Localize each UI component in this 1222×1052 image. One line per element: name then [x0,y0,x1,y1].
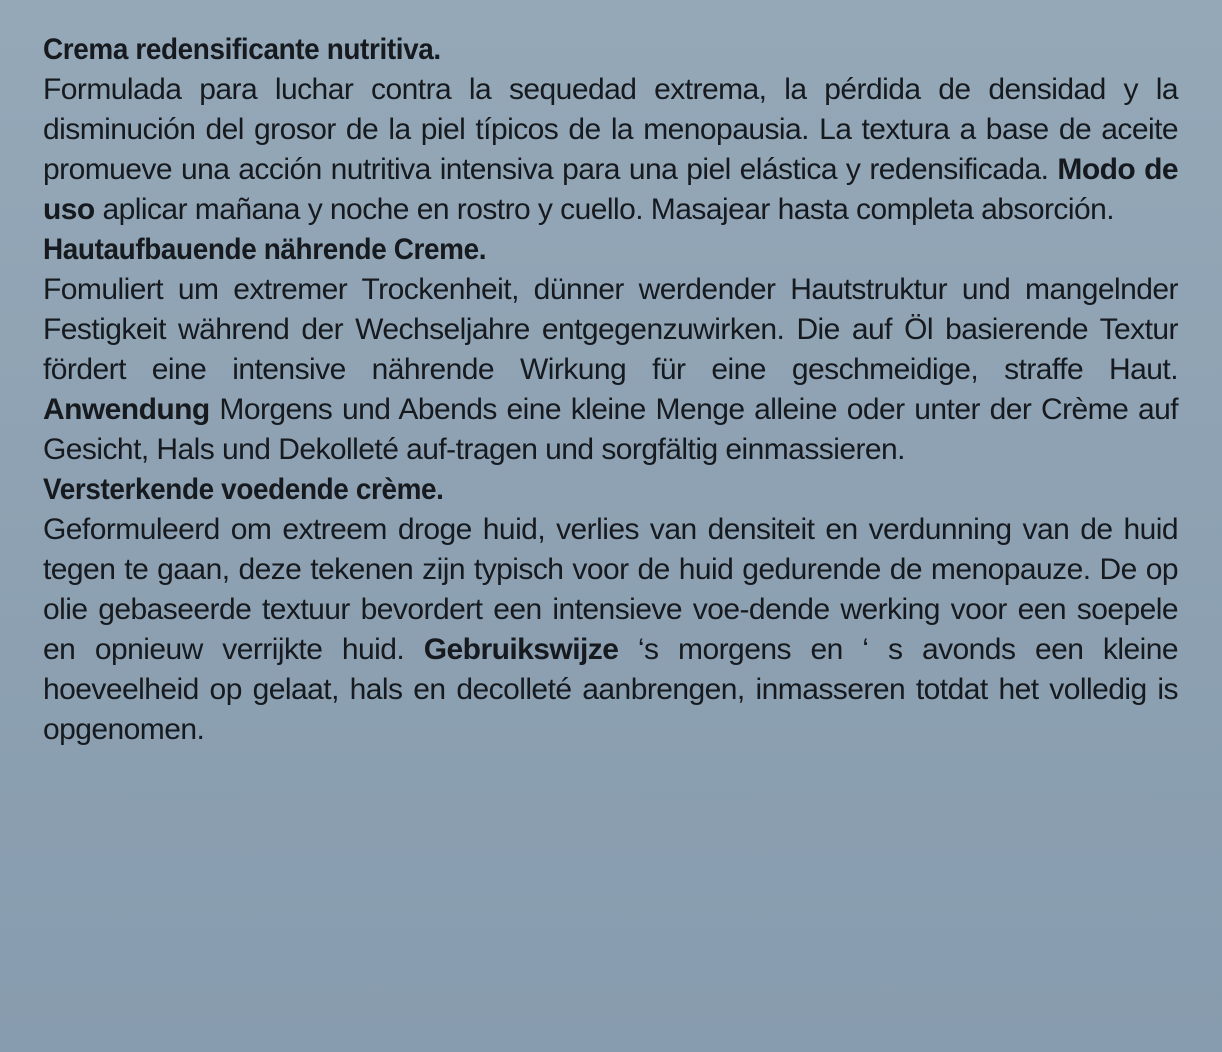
dutch-usage-text: ‘s morgens en ‘ s avonds een kleine hoeveelheid op gelaat, hals en decolleté aanbrengen, inmasseren totdat het volledig is opgenomen. [43,633,1178,746]
german-title: Hautaufbauende nährende Creme. [43,233,487,266]
dutch-description [43,510,1178,750]
german-section [43,230,1178,470]
spanish-section [43,30,1178,230]
dutch-title: Versterkende voedende crème. [43,473,444,506]
german-description [43,270,1178,470]
spanish-usage-label: Modo de uso [43,153,1178,226]
spanish-title: Crema redensificante nutritiva. [43,33,441,66]
german-usage-label: Anwendung [43,393,210,426]
dutch-usage-label: Gebruikswijze [423,633,619,666]
spanish-description [43,70,1178,230]
spanish-usage-text: aplicar mañana y noche en rostro y cuello. Masajear hasta completa absorción. [102,193,1115,226]
german-usage-text: Morgens und Abends eine kleine Menge alleine oder unter der Crème auf Gesicht, Hals und Dekolleté auf-tragen und sorgfältig einmassieren. [43,393,1178,466]
german-description-text: Fomuliert um extremer Trockenheit, dünner werdender Hautstruktur und mangelnder Festigkeit während der Wechseljahre entgegenzuwirken. Die auf Öl basierende Textur fördert eine intensive nährende Wirkung für eine geschmeidige, straffe Haut. [43,273,1178,386]
dutch-description-text: Geformuleerd om extreem droge huid, verlies van densiteit en verdunning van de huid tegen te gaan, deze tekenen zijn typisch voor de huid gedurende de menopauze. De op olie gebaseerde textuur bevordert een intensieve voe-dende werking voor een soepele en opnieuw verrijkte huid. [43,513,1178,666]
product-label-text [43,30,1178,750]
spanish-description-text: Formulada para luchar contra la sequedad extrema, la pérdida de densidad y la disminución del grosor de la piel típicos de la menopausia. La textura a base de aceite promueve una acción nutritiva intensiva para una piel elástica y redensificada. [43,73,1178,186]
dutch-section [43,470,1178,750]
